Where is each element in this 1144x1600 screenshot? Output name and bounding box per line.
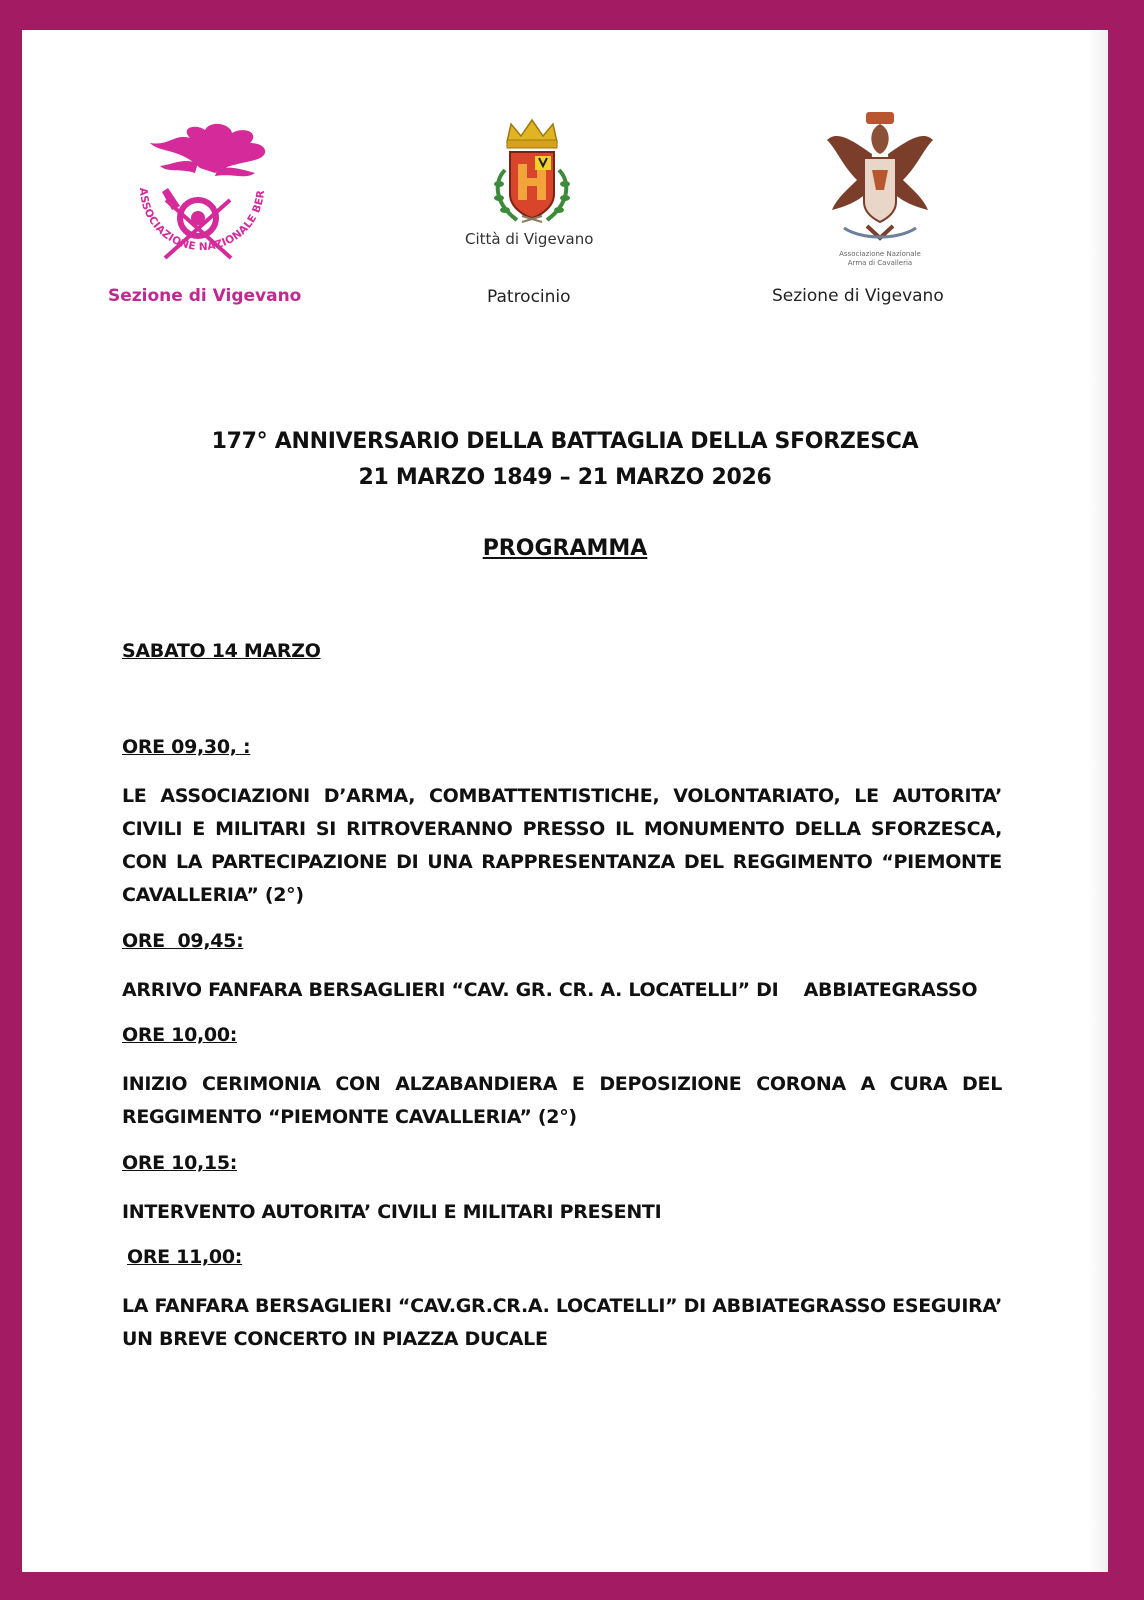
right-logo-small-text: Associazione Nazionale Arma di Cavalleria — [839, 250, 921, 267]
day-heading: SABATO 14 MARZO — [122, 640, 321, 662]
right-logo-caption: Sezione di Vigevano — [772, 286, 944, 306]
eagle-emblem-icon — [822, 110, 938, 260]
left-logo-caption: Sezione di Vigevano — [108, 286, 302, 306]
event-text: ARRIVO FANFARA BERSAGLIERI “CAV. GR. CR. A. LOCATELLI” DI ABBIATEGRASSO — [122, 979, 978, 1001]
event-time: ORE 09,30, : — [122, 736, 251, 758]
document-page — [22, 30, 1108, 1572]
event-text: INTERVENTO AUTORITA’ CIVILI E MILITARI PRESENTI — [122, 1201, 662, 1223]
event-text: INIZIO CERIMONIA CON ALZABANDIERA E DEPOSIZIONE CORONA A CURA DEL REGGIMENTO “PIEMONTE CAVALLERIA” (2°) — [122, 1073, 1002, 1128]
title-line-1: 177° ANNIVERSARIO DELLA BATTAGLIA DELLA SFORZESCA — [211, 429, 919, 454]
program-heading: PROGRAMMA — [482, 536, 648, 561]
event-time: ORE 10,15: — [122, 1152, 238, 1174]
city-coat-of-arms-icon — [477, 112, 587, 232]
logo-ring-text: ASSOCIAZIONE NAZIONALE BER — [136, 187, 268, 254]
event-time: ORE 10,00: — [122, 1024, 238, 1046]
event-text: LE ASSOCIAZIONI D’ARMA, COMBATTENTISTICHE, VOLONTARIATO, LE AUTORITA’ CIVILI E MILITARI SI RITROVERANNO PRESSO IL MONUMENTO DELLA SFORZESCA, CON LA PARTECIPAZIONE DI UNA RAPPRESENTANZA DEL REGGIMENTO “PIEMONTE CAVALLERIA” (2°) — [122, 785, 1002, 906]
event-time: ORE 09,45: — [122, 930, 244, 952]
bersaglieri-emblem-icon — [120, 118, 280, 288]
city-name: Città di Vigevano — [465, 230, 594, 248]
event-time: ORE 11,00: — [127, 1246, 243, 1268]
event-text: LA FANFARA BERSAGLIERI “CAV.GR.CR.A. LOCATELLI” DI ABBIATEGRASSO ESEGUIRA’ UN BREVE CONCERTO IN PIAZZA DUCALE — [122, 1295, 1002, 1350]
center-logo-caption: Patrocinio — [487, 287, 571, 307]
title-line-2: 21 MARZO 1849 – 21 MARZO 2026 — [358, 465, 772, 490]
